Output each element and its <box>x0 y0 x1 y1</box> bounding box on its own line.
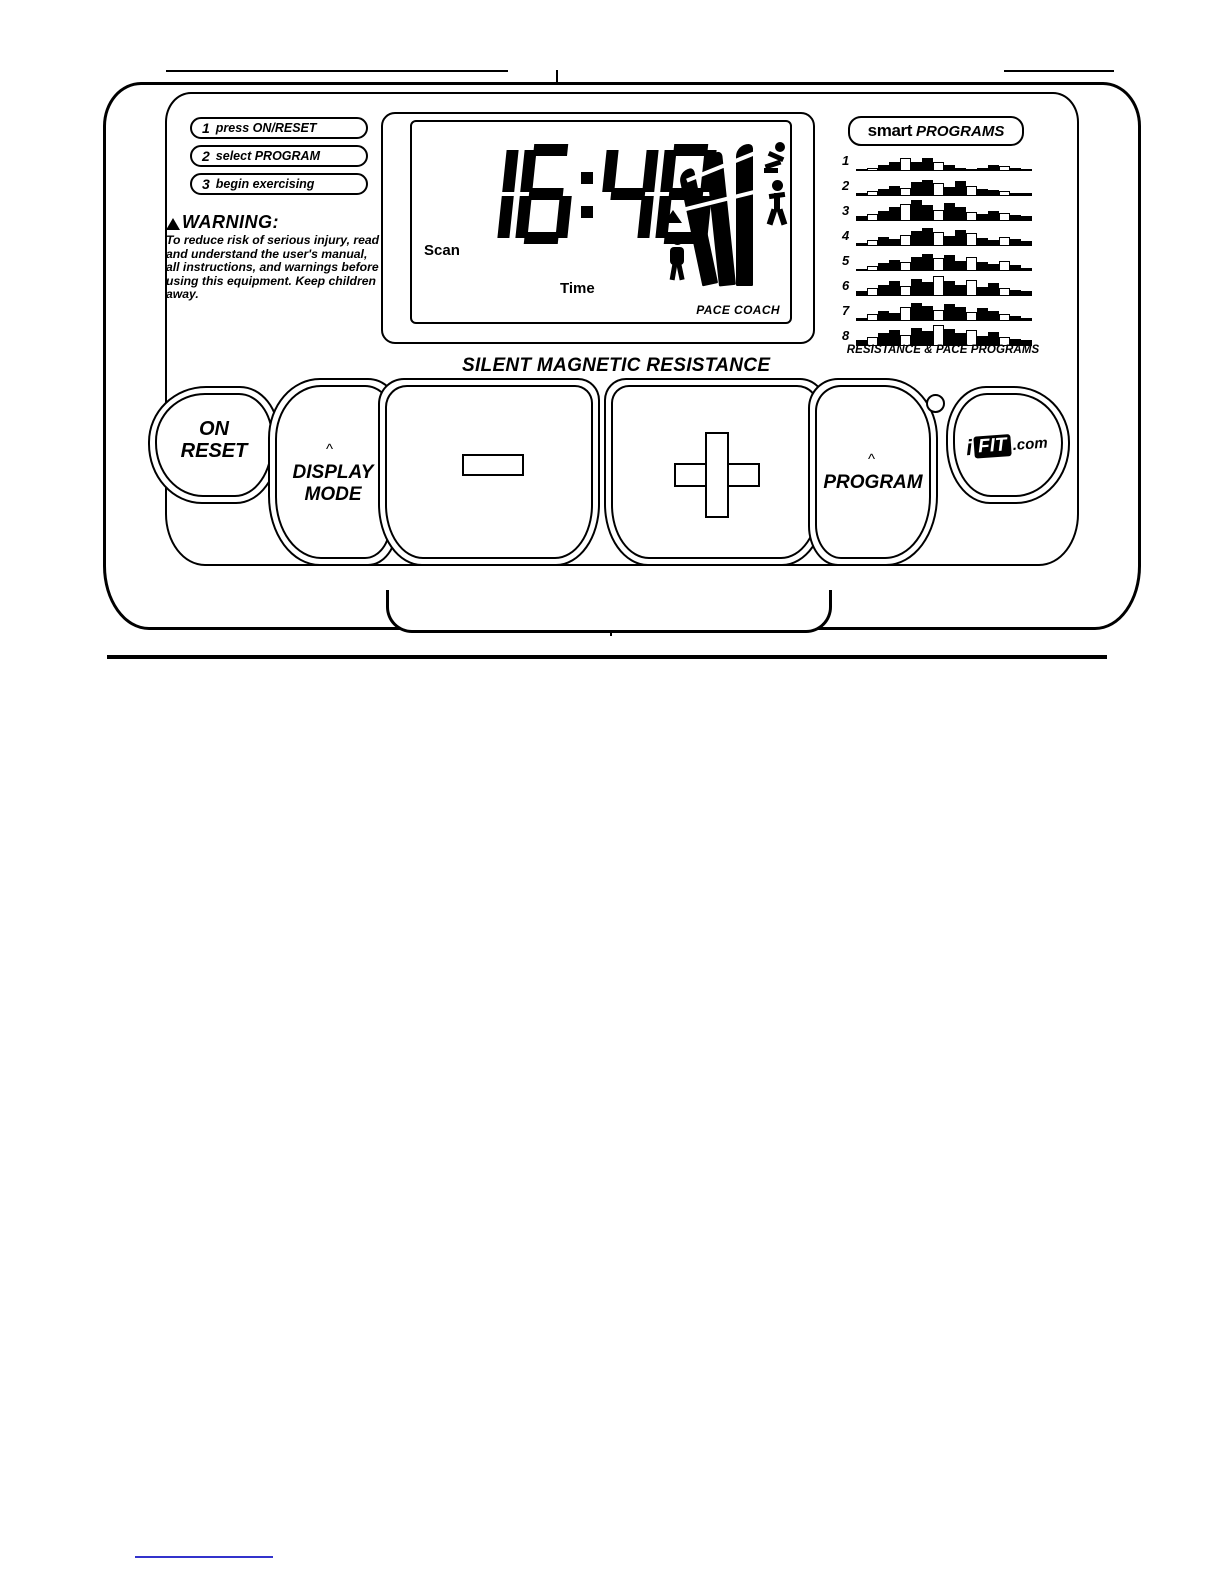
program-profile-bar <box>900 204 911 221</box>
program-profile-bar <box>911 303 922 321</box>
program-profile-bar <box>867 266 878 271</box>
program-profile-bar <box>933 210 944 222</box>
pace-arc-3 <box>736 144 753 286</box>
program-profile-bar <box>856 269 867 271</box>
on-reset-label-line2: RESET <box>180 440 248 462</box>
program-label: PROGRAM <box>823 472 923 493</box>
program-profile-bar <box>1021 291 1032 296</box>
program-profile-bar <box>856 193 867 196</box>
walking-figure-icon <box>664 234 690 280</box>
program-profile-bar <box>856 169 867 171</box>
smart-programs-panel <box>838 112 1046 356</box>
lcd-display <box>381 112 815 344</box>
program-profile-bar <box>944 187 955 196</box>
program-profile-bar <box>1021 169 1032 171</box>
program-profile-bar <box>878 311 889 321</box>
step-2 <box>190 145 368 167</box>
ifit-logo-i: i <box>965 434 974 461</box>
program-profile-bar <box>911 279 922 296</box>
program-profile-bar <box>999 237 1010 246</box>
program-profile-bar <box>999 191 1010 196</box>
program-profile-bar <box>922 254 933 271</box>
program-profile-bar <box>1010 316 1021 321</box>
program-profile-bar <box>988 190 999 196</box>
program-profile-bar <box>856 216 867 221</box>
program-profile-bar <box>955 230 966 246</box>
program-profile-bar <box>900 286 911 296</box>
program-profile-bar <box>944 281 955 296</box>
program-profile-bar <box>977 308 988 321</box>
program-profile-bar <box>966 186 977 196</box>
program-profile-2 <box>856 174 1032 196</box>
program-profile-bar <box>889 260 900 272</box>
program-profile-bar <box>977 238 988 246</box>
program-profile-bar <box>955 181 966 196</box>
pace-pointer-triangle-icon <box>664 210 682 223</box>
lcd-screen <box>410 120 792 324</box>
program-profile-bar <box>856 291 867 296</box>
program-profile-bar <box>977 189 988 196</box>
program-profile-bar <box>966 312 977 321</box>
on-reset-label-line1: ON <box>199 418 229 440</box>
program-profile-bar <box>977 214 988 221</box>
program-profile-bar <box>988 165 999 171</box>
program-profile-bar <box>988 240 999 246</box>
program-profile-4 <box>856 224 1032 246</box>
leader-line-top-left <box>166 70 508 72</box>
ifit-logo-com: .com <box>1012 434 1049 454</box>
program-profile-bar <box>867 214 878 221</box>
program-profile-bar <box>933 325 944 346</box>
lcd-digit-1 <box>457 144 520 244</box>
program-profile-bar <box>988 264 999 271</box>
instruction-steps <box>190 117 368 201</box>
display-mode-label-line1: DISPLAY <box>292 462 374 483</box>
program-profile-bar <box>988 283 999 296</box>
program-profile-bar <box>889 313 900 321</box>
program-profile-bar <box>977 262 988 271</box>
program-profile-bar <box>944 304 955 321</box>
program-profile-bar <box>922 158 933 171</box>
ifit-logo <box>965 425 1059 465</box>
program-profile-bar <box>1010 239 1021 246</box>
ifit-logo-fit: FIT <box>973 434 1011 458</box>
warning-title: WARNING: <box>182 212 279 232</box>
program-profile-bar <box>1010 193 1021 196</box>
ifit-indicator-led <box>926 394 945 413</box>
program-profile-7 <box>856 299 1032 321</box>
program-profile-bar <box>933 232 944 246</box>
program-number-1: 1 <box>842 152 850 168</box>
program-profile-5 <box>856 249 1032 271</box>
program-profile-bar <box>889 162 900 171</box>
stepper-figure-icon <box>762 142 788 176</box>
step-1-text: press ON/RESET <box>215 121 317 135</box>
program-profile-bar <box>889 281 900 296</box>
pace-coach-label: PACE COACH <box>696 303 780 317</box>
program-profile-bar <box>933 310 944 322</box>
program-profile-bar <box>955 307 966 321</box>
lcd-digit-2 <box>515 144 578 244</box>
on-reset-button[interactable] <box>148 386 280 504</box>
program-profile-bar <box>889 186 900 196</box>
program-profile-bar <box>944 165 955 171</box>
program-profile-bar <box>878 211 889 221</box>
program-row-6 <box>842 273 1044 297</box>
scan-label: Scan <box>424 242 460 259</box>
program-profile-bar <box>944 203 955 221</box>
program-profile-bar <box>911 182 922 196</box>
ifit-button[interactable] <box>946 386 1070 504</box>
program-profile-bar <box>977 287 988 296</box>
program-profile-bar <box>933 183 944 196</box>
program-button[interactable] <box>808 378 938 566</box>
step-1-number: 1 <box>202 120 210 136</box>
program-profile-bar <box>977 168 988 171</box>
program-profile-bar <box>878 189 889 196</box>
program-profile-bar <box>955 168 966 171</box>
program-profile-bar <box>878 285 889 297</box>
program-number-3: 3 <box>842 202 850 218</box>
program-profile-bar <box>966 233 977 246</box>
program-profile-3 <box>856 199 1032 221</box>
smart-word: smart <box>867 121 912 140</box>
program-number-7: 7 <box>842 302 850 318</box>
program-profile-bar <box>911 257 922 271</box>
minus-icon <box>462 454 524 476</box>
program-profile-bar <box>889 239 900 246</box>
console-tab-mask <box>392 583 820 595</box>
program-profile-bar <box>1021 268 1032 271</box>
program-profile-bar <box>988 211 999 221</box>
program-profile-bar <box>922 205 933 221</box>
program-number-8: 8 <box>842 327 850 343</box>
silent-magnetic-resistance-label: SILENT MAGNETIC RESISTANCE <box>462 355 771 376</box>
program-profile-1 <box>856 149 1032 171</box>
program-profile-bar <box>889 207 900 221</box>
program-row-2 <box>842 173 1044 197</box>
program-profile-bar <box>1010 168 1021 171</box>
program-profile-6 <box>856 274 1032 296</box>
program-profile-bar <box>933 162 944 171</box>
step-1 <box>190 117 368 139</box>
program-profile-bar <box>922 228 933 246</box>
program-profile-bar <box>944 255 955 271</box>
step-3-text: begin exercising <box>215 177 315 191</box>
program-row-4 <box>842 223 1044 247</box>
program-row-3 <box>842 198 1044 222</box>
program-profile-bar <box>867 240 878 246</box>
time-label: Time <box>560 280 595 297</box>
increase-button[interactable] <box>604 378 826 566</box>
program-profile-bar <box>878 237 889 246</box>
step-2-number: 2 <box>202 148 210 164</box>
program-profile-bar <box>1010 290 1021 296</box>
page-divider-rule <box>107 655 1107 659</box>
program-profile-bar <box>955 285 966 297</box>
program-profile-bar <box>922 282 933 296</box>
program-profile-bar <box>988 311 999 321</box>
program-profile-bar <box>911 162 922 171</box>
program-profile-bar <box>944 236 955 246</box>
program-profile-bar <box>856 318 867 321</box>
pace-coach-graphic <box>664 138 786 298</box>
program-profile-bar <box>933 276 944 296</box>
smart-programs-title <box>848 116 1024 146</box>
warning-body: To reduce risk of serious injury, read and understand the user's manual, all instructions, and warnings before using this equipment. Keep children away. <box>166 233 380 302</box>
program-profile-bar <box>1010 265 1021 271</box>
program-row-5 <box>842 248 1044 272</box>
program-profile-bar <box>856 243 867 246</box>
program-profile-bar <box>966 212 977 221</box>
console-bottom-tab <box>386 590 832 633</box>
step-3-number: 3 <box>202 176 210 192</box>
display-mode-label-line2: MODE <box>304 484 362 505</box>
program-number-6: 6 <box>842 277 850 293</box>
program-profile-bar <box>966 169 977 171</box>
leader-line-top-right <box>1004 70 1114 72</box>
program-profile-bar <box>966 257 977 271</box>
program-profile-bar <box>878 165 889 171</box>
warning-title-row <box>166 212 380 233</box>
display-mode-caret-icon: ^ <box>326 441 334 458</box>
program-profile-bar <box>1021 216 1032 221</box>
program-profile-bar <box>867 288 878 296</box>
program-row-1 <box>842 148 1044 172</box>
program-profile-bar <box>999 166 1010 171</box>
program-profile-bar <box>999 314 1010 321</box>
program-profile-bar <box>867 191 878 196</box>
warning-block <box>166 212 380 302</box>
warning-triangle-icon <box>166 218 180 230</box>
program-caret-icon: ^ <box>868 451 876 468</box>
program-profile-bar <box>867 168 878 171</box>
programs-word: PROGRAMS <box>915 122 1005 140</box>
program-profile-bar <box>1021 193 1032 196</box>
decrease-button[interactable] <box>378 378 600 566</box>
program-profile-bar <box>900 307 911 321</box>
footer-link-underline[interactable] <box>135 1556 273 1558</box>
running-figure-icon <box>764 180 790 226</box>
program-profile-bar <box>900 158 911 171</box>
program-number-4: 4 <box>842 227 850 243</box>
program-number-2: 2 <box>842 177 850 193</box>
program-number-5: 5 <box>842 252 850 268</box>
program-profile-bar <box>999 261 1010 271</box>
program-profile-bar <box>922 306 933 321</box>
program-profile-bar <box>900 235 911 247</box>
lcd-colon <box>578 144 598 244</box>
program-profile-8 <box>856 324 1032 346</box>
program-profile-bar <box>1010 215 1021 221</box>
program-profile-bar <box>922 180 933 196</box>
program-profile-bar <box>900 188 911 196</box>
step-3 <box>190 173 368 195</box>
program-profile-bar <box>999 288 1010 296</box>
program-profile-bar <box>955 261 966 271</box>
program-profile-bar <box>999 213 1010 221</box>
program-profile-bar <box>911 231 922 246</box>
lcd-digit-3 <box>597 144 660 244</box>
program-profile-bar <box>1021 318 1032 321</box>
program-profile-bar <box>955 207 966 221</box>
program-profile-bar <box>878 263 889 271</box>
program-profile-bar <box>933 258 944 271</box>
step-2-text: select PROGRAM <box>215 149 320 163</box>
program-row-7 <box>842 298 1044 322</box>
program-profile-bar <box>900 262 911 271</box>
program-profile-bar <box>867 314 878 321</box>
program-profile-bar <box>1021 241 1032 246</box>
plus-icon <box>674 432 760 518</box>
program-profile-bar <box>966 280 977 296</box>
smart-programs-footer: RESISTANCE & PACE PROGRAMS <box>846 344 1040 356</box>
program-profile-bar <box>911 200 922 221</box>
